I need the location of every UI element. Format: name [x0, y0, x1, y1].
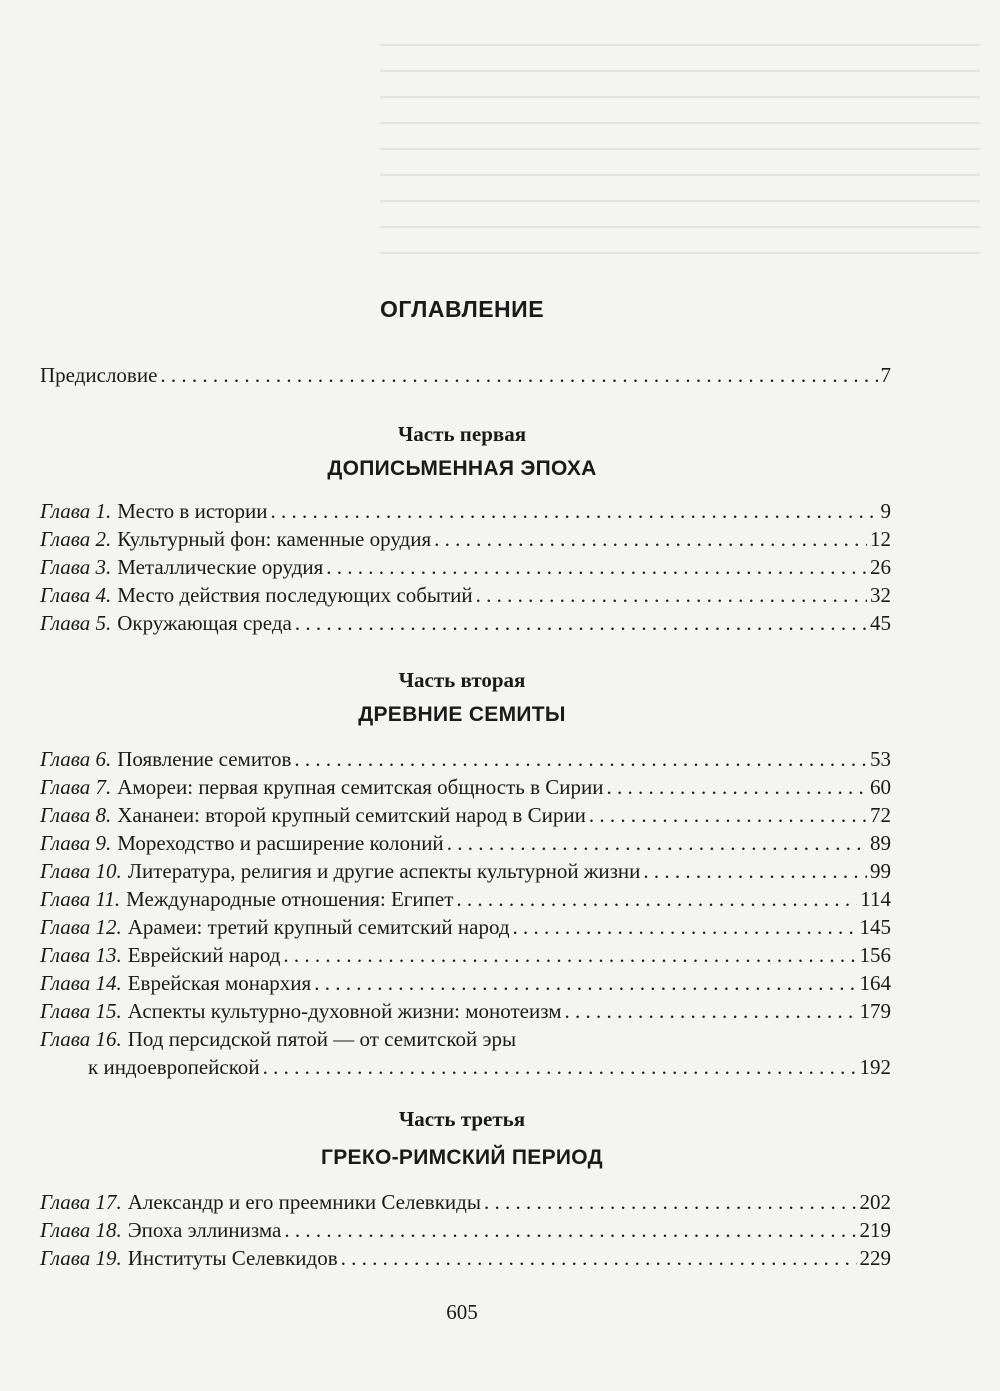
chapter-number: Глава 12. [40, 915, 122, 939]
leader-dots [326, 555, 867, 580]
toc-row [40, 499, 891, 527]
chapter-number: Глава 6. [40, 747, 112, 771]
leader-dots [564, 999, 856, 1024]
chapter-title: Эпоха эллинизма [127, 1218, 282, 1242]
chapter-title: Металлические орудия [117, 555, 324, 579]
page-ref: 202 [859, 1190, 891, 1214]
preface-label: Предисловие [40, 363, 158, 387]
page-ref: 164 [859, 971, 891, 995]
chapter-number: Глава 1. [40, 499, 112, 523]
chapter-title: Еврейский народ [127, 943, 281, 967]
toc-row [40, 915, 891, 943]
leader-dots [294, 747, 867, 772]
page-ref: 45 [870, 611, 891, 635]
show-through-background [380, 20, 980, 340]
page-ref: 219 [859, 1218, 891, 1242]
toc-part-2 [40, 747, 891, 1083]
chapter-number: Глава 13. [40, 943, 122, 967]
page-ref: 26 [870, 555, 891, 579]
chapter-title: Место в истории [117, 499, 268, 523]
part-label: Часть первая [397, 422, 527, 446]
part-label: Часть вторая [398, 668, 526, 692]
toc-row [40, 943, 891, 971]
chapter-title: Появление семитов [117, 747, 292, 771]
chapter-number: Глава 9. [40, 831, 112, 855]
toc-row [40, 803, 891, 831]
toc-row [40, 775, 891, 803]
toc-row [40, 611, 891, 639]
page-ref: 192 [859, 1055, 891, 1079]
toc-row [40, 527, 891, 555]
leader-dots [263, 1055, 857, 1080]
toc-row [40, 887, 891, 915]
page-ref: 7 [880, 363, 891, 387]
chapter-number: Глава 15. [40, 999, 122, 1023]
part-label: Часть третья [398, 1107, 526, 1131]
toc-row [40, 831, 891, 859]
part-name: ДОПИСЬМЕННАЯ ЭПОХА [327, 457, 597, 480]
page-ref: 12 [870, 527, 891, 551]
toc-row [40, 999, 891, 1027]
part-name: ГРЕКО-РИМСКИЙ ПЕРИОД [321, 1146, 603, 1169]
toc-row [40, 971, 891, 999]
chapter-title: Александр и его преемники Селевкиды [127, 1190, 481, 1214]
page-ref: 32 [870, 583, 891, 607]
page-ref: 156 [859, 943, 891, 967]
chapter-title: Международные отношения: Египет [126, 887, 454, 911]
leader-dots [434, 527, 867, 552]
page-ref: 114 [860, 887, 891, 911]
leader-dots [589, 803, 867, 828]
toc-row [40, 583, 891, 611]
page-ref: 179 [859, 999, 891, 1023]
page-ref: 60 [870, 775, 891, 799]
chapter-number: Глава 4. [40, 583, 112, 607]
chapter-title: Хананеи: второй крупный семитский народ в Сирии [117, 803, 586, 827]
chapter-number: Глава 3. [40, 555, 112, 579]
toc-row [40, 363, 891, 391]
toc-row [40, 1027, 891, 1055]
chapter-title-continuation: к индоевропейской [88, 1055, 260, 1079]
chapter-title: Амореи: первая крупная семитская общность в Сирии [117, 775, 604, 799]
page-ref: 89 [870, 831, 891, 855]
leader-dots [271, 499, 878, 524]
toc-row [40, 1246, 891, 1274]
leader-dots [476, 583, 867, 608]
leader-dots [643, 859, 867, 884]
toc-row [40, 1190, 891, 1218]
chapter-number: Глава 11. [40, 887, 121, 911]
chapter-number: Глава 10. [40, 859, 122, 883]
leader-dots [284, 1218, 856, 1243]
chapter-number: Глава 17. [40, 1190, 122, 1214]
page-title: ОГЛАВЛЕНИЕ [379, 296, 545, 322]
leader-dots [484, 1190, 857, 1215]
toc-preface [40, 363, 891, 391]
chapter-title: Аспекты культурно-духовной жизни: монотеизм [127, 999, 562, 1023]
chapter-number: Глава 7. [40, 775, 112, 799]
chapter-title: Институты Селевкидов [127, 1246, 338, 1270]
toc-row [40, 747, 891, 775]
chapter-title: Арамеи: третий крупный семитский народ [127, 915, 510, 939]
leader-dots [456, 887, 857, 912]
page-ref: 9 [880, 499, 891, 523]
chapter-title: Место действия последующих событий [117, 583, 473, 607]
leader-dots [314, 971, 856, 996]
leader-dots [341, 1246, 857, 1271]
chapter-number: Глава 16. [40, 1027, 122, 1051]
chapter-title: Культурный фон: каменные орудия [117, 527, 432, 551]
toc-row [40, 1218, 891, 1246]
leader-dots [607, 775, 868, 800]
page-ref: 229 [859, 1246, 891, 1270]
toc-part-3 [40, 1190, 891, 1274]
leader-dots [283, 943, 856, 968]
toc-row-continuation [40, 1055, 891, 1083]
chapter-title: Под персидской пятой — от семитской эры [127, 1027, 517, 1051]
chapter-number: Глава 5. [40, 611, 112, 635]
toc-part-1 [40, 499, 891, 639]
toc-row [40, 859, 891, 887]
leader-dots [447, 831, 867, 856]
toc-row [40, 555, 891, 583]
page-number: 605 [446, 1300, 478, 1324]
chapter-number: Глава 14. [40, 971, 122, 995]
chapter-title: Еврейская монархия [127, 971, 312, 995]
chapter-title: Литература, религия и другие аспекты культурной жизни [127, 859, 641, 883]
leader-dots [160, 363, 877, 388]
chapter-number: Глава 2. [40, 527, 112, 551]
chapter-number: Глава 18. [40, 1218, 122, 1242]
chapter-number: Глава 8. [40, 803, 112, 827]
leader-dots [513, 915, 857, 940]
page-ref: 99 [870, 859, 891, 883]
page-ref: 72 [870, 803, 891, 827]
page-ref: 53 [870, 747, 891, 771]
page-ref: 145 [859, 915, 891, 939]
part-name: ДРЕВНИЕ СЕМИТЫ [358, 703, 566, 726]
chapter-number: Глава 19. [40, 1246, 122, 1270]
chapter-title: Мореходство и расширение колоний [117, 831, 444, 855]
leader-dots [295, 611, 867, 636]
chapter-title: Окружающая среда [117, 611, 292, 635]
